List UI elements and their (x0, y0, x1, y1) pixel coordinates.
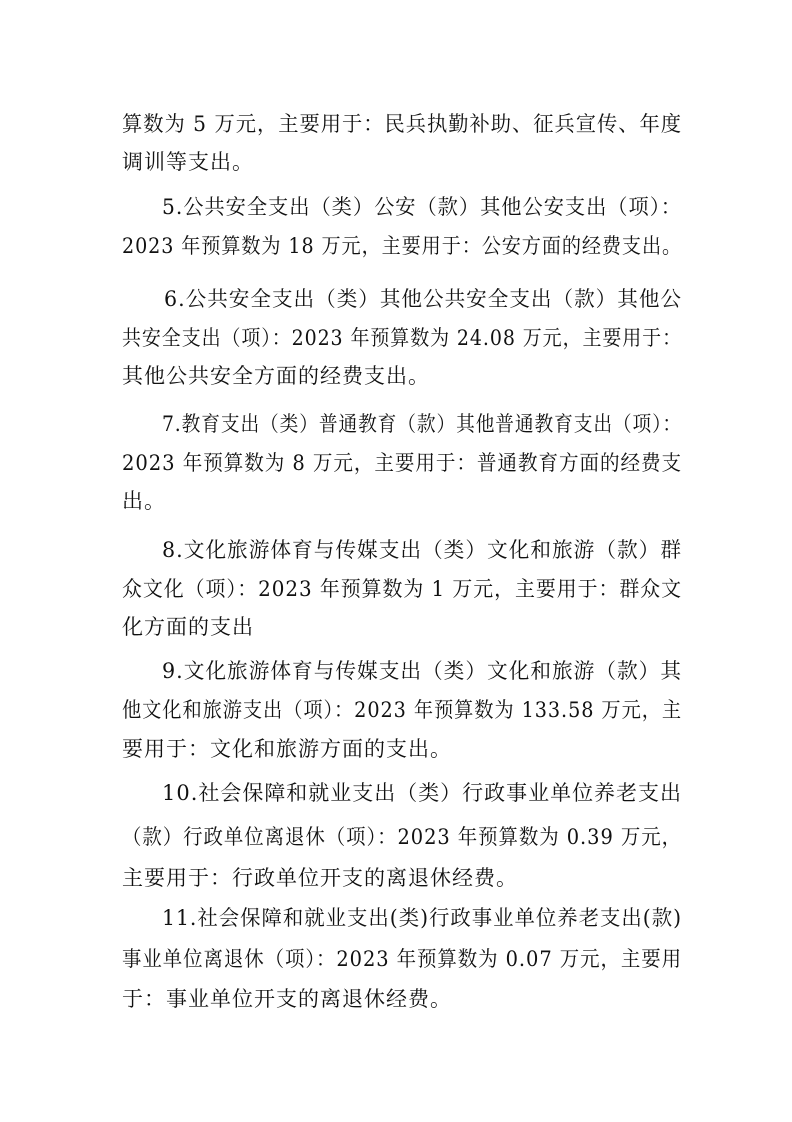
text-line: 5.公共安全支出（类）公安（款）其他公安支出（项）： (162, 195, 683, 219)
text-line: 2023 年预算数为 18 万元，主要用于：公安方面的经费支出。 (122, 234, 683, 258)
text-line: 9.文化旅游体育与传媒支出（类）文化和旅游（款）其 (162, 659, 683, 683)
text-line: 他文化和旅游支出（项）：2023 年预算数为 133.58 万元，主 (122, 698, 683, 722)
text-line: 事业单位离退休（项）：2023 年预算数为 0.07 万元，主要用 (122, 947, 682, 971)
text-line: 调训等支出。 (122, 150, 254, 174)
text-line: 算数为 5 万元，主要用于：民兵执勤补助、征兵宣传、年度 (122, 112, 683, 136)
text-line: 10.社会保障和就业支出（类）行政事业单位养老支出 (162, 781, 682, 805)
text-line: 共安全支出（项）：2023 年预算数为 24.08 万元，主要用于： (122, 326, 682, 350)
text-line: 11.社会保障和就业支出(类)行政事业单位养老支出(款) (162, 906, 683, 930)
text-line: （款）行政单位离退休（项）：2023 年预算数为 0.39 万元， (122, 825, 682, 849)
text-line: 主要用于：行政单位开支的离退休经费。 (122, 866, 518, 890)
text-line: 出。 (122, 489, 166, 513)
text-line: 6.公共安全支出（类）其他公共安全支出（款）其他公 (164, 287, 683, 311)
text-line: 化方面的支出 (122, 615, 254, 639)
text-line: 7.教育支出（类）普通教育（款）其他普通教育支出（项）： (162, 412, 682, 436)
text-line: 8.文化旅游体育与传媒支出（类）文化和旅游（款）群 (162, 538, 683, 562)
text-line: 众文化（项）：2023 年预算数为 1 万元，主要用于：群众文 (122, 577, 682, 601)
text-line: 其他公共安全方面的经费支出。 (122, 364, 430, 388)
text-line: 要用于：文化和旅游方面的支出。 (122, 737, 452, 761)
text-line: 于：事业单位开支的离退休经费。 (122, 987, 452, 1011)
text-line: 2023 年预算数为 8 万元，主要用于：普通教育方面的经费支 (122, 451, 682, 475)
